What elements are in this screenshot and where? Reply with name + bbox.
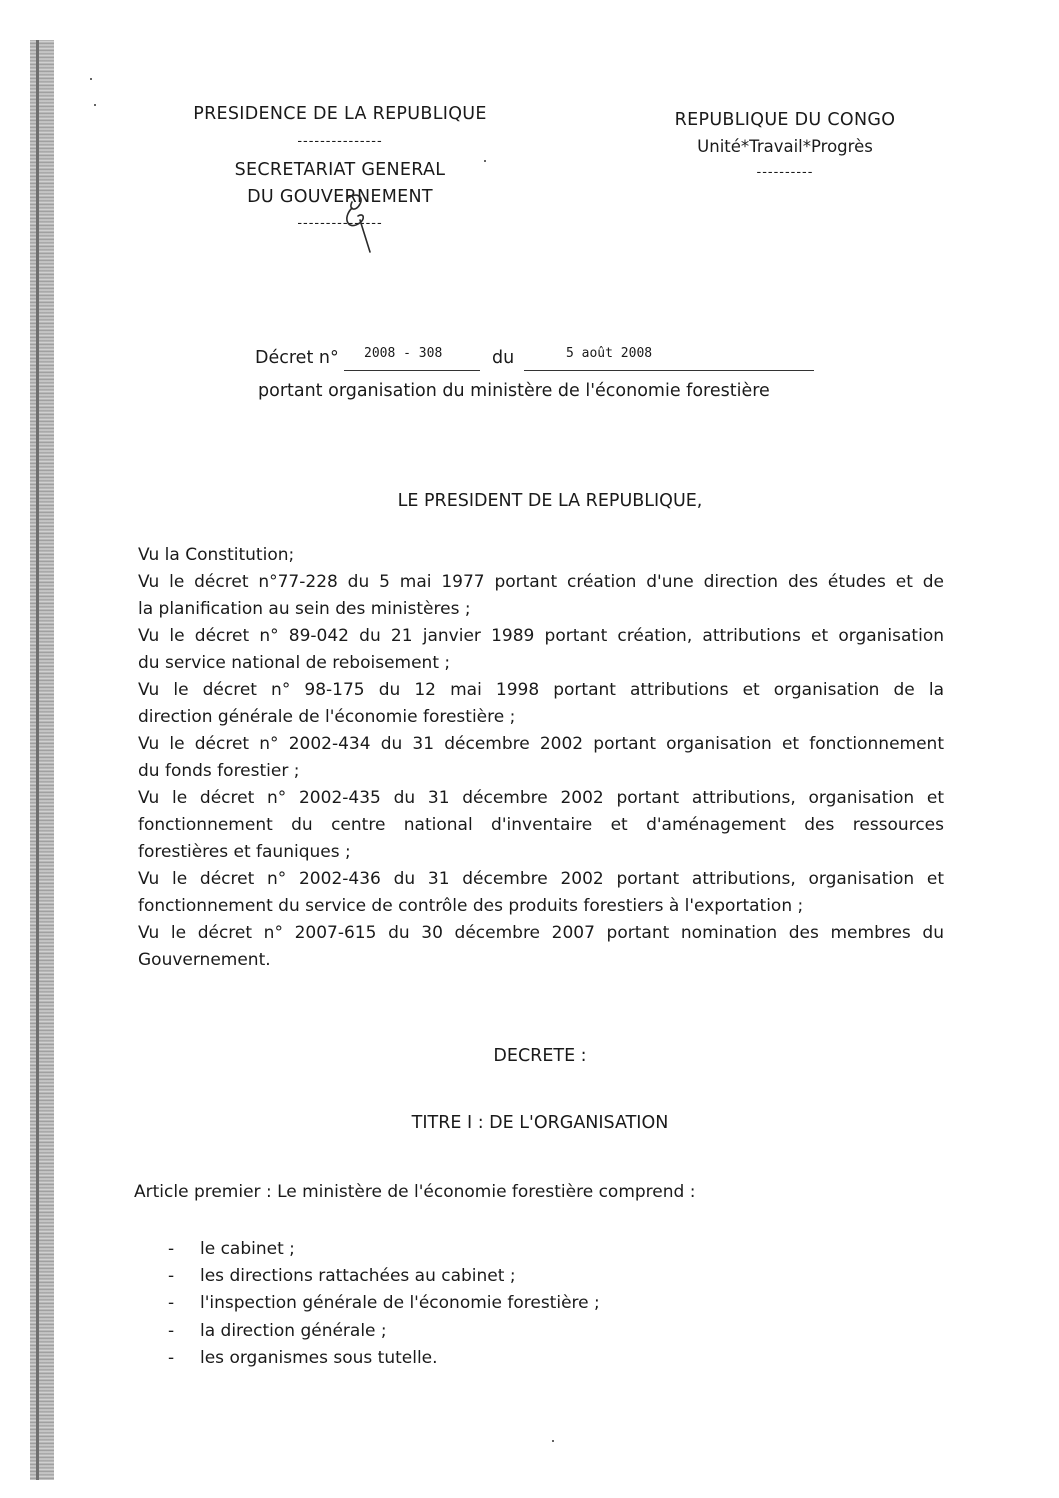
- decree-subject: portant organisation du ministère de l'économie forestière: [258, 381, 770, 401]
- list-item: [168, 1318, 600, 1345]
- decree-date: 5 août 2008: [566, 346, 653, 361]
- bullet-dash: -: [168, 1347, 175, 1368]
- list-item: [168, 1290, 600, 1317]
- scan-edge-artifact: [30, 40, 54, 1480]
- decrete-heading: DECRETE :: [493, 1046, 587, 1066]
- visas-block: [138, 542, 944, 974]
- visa-6-line-1: fonctionnement du service de contrôle des produits forestiers à l'exportation ;: [138, 896, 804, 916]
- list-item-text: les organismes sous tutelle.: [200, 1347, 438, 1368]
- visa-7-line-1: Gouvernement.: [138, 950, 271, 970]
- article-premier: Article premier : Le ministère de l'économie forestière comprend :: [134, 1182, 696, 1202]
- visa-3-line-0: Vu le décret n° 98-175 du 12 mai 1998 portant attributions et organisation de la: [138, 680, 944, 700]
- decree-number: 2008 - 308: [364, 346, 443, 361]
- decree-date-underline: [524, 370, 814, 371]
- list-item-text: la direction générale ;: [200, 1320, 387, 1341]
- header-republique: REPUBLIQUE DU CONGO: [674, 110, 896, 130]
- header-presidence: PRESIDENCE DE LA REPUBLIQUE: [193, 104, 487, 124]
- visa-1-line-1: la planification au sein des ministères ;: [138, 599, 471, 619]
- visa-2-line-0: Vu le décret n° 89-042 du 21 janvier 1989 portant création, attributions et organisation: [138, 626, 944, 646]
- visa-1-line-0: Vu le décret n°77-228 du 5 mai 1977 portant création d'une direction des études et de: [138, 572, 944, 592]
- list-item-text: l'inspection générale de l'économie forestière ;: [200, 1293, 600, 1314]
- header-left-separator-1: ---------------: [297, 134, 383, 149]
- decree-number-underline: [344, 370, 480, 371]
- list-item: [168, 1236, 600, 1263]
- list-item-text: le cabinet ;: [200, 1239, 295, 1259]
- bullet-dash: -: [168, 1239, 175, 1259]
- scan-speck: [552, 1440, 554, 1442]
- list-item: [168, 1263, 600, 1290]
- list-item: [168, 1345, 600, 1372]
- visa-5-line-0: Vu le décret n° 2002-435 du 31 décembre 2002 portant attributions, organisation et: [138, 788, 944, 808]
- visa-7-line-0: Vu le décret n° 2007-615 du 30 décembre 2007 portant nomination des membres du: [138, 923, 944, 943]
- visa-6-line-0: Vu le décret n° 2002-436 du 31 décembre 2002 portant attributions, organisation et: [138, 869, 944, 889]
- header-gouvernement: DU GOUVERNEMENT: [247, 187, 433, 207]
- header-motto: Unité*Travail*Progrès: [697, 137, 873, 156]
- visa-5-line-2: forestières et fauniques ;: [138, 842, 351, 862]
- bullet-dash: -: [168, 1266, 175, 1287]
- visa-0-line-0: Vu la Constitution;: [138, 545, 295, 565]
- president-heading: LE PRESIDENT DE LA REPUBLIQUE,: [397, 491, 703, 511]
- scan-speck: [484, 160, 486, 162]
- titre-heading: TITRE I : DE L'ORGANISATION: [411, 1113, 669, 1133]
- decree-du-label: du: [492, 348, 515, 368]
- header-secretariat: SECRETARIAT GENERAL: [234, 160, 446, 180]
- header-left-separator-2: ---------------: [297, 216, 383, 231]
- bullet-dash: -: [168, 1293, 175, 1314]
- components-list: [168, 1236, 600, 1372]
- decree-label: Décret n°: [255, 348, 339, 368]
- scan-speck: [94, 104, 96, 106]
- visa-5-line-1: fonctionnement du centre national d'inventaire et d'aménagement des ressources: [138, 815, 944, 835]
- visa-4-line-0: Vu le décret n° 2002-434 du 31 décembre 2002 portant organisation et fonctionnement: [138, 734, 944, 754]
- visa-4-line-1: du fonds forestier ;: [138, 761, 300, 781]
- header-right-separator: ----------: [756, 165, 814, 180]
- handwritten-initials-mark: [330, 190, 390, 260]
- scan-speck: [90, 78, 92, 80]
- visa-2-line-1: du service national de reboisement ;: [138, 653, 451, 673]
- bullet-dash: -: [168, 1320, 175, 1341]
- list-item-text: les directions rattachées au cabinet ;: [200, 1266, 516, 1287]
- visa-3-line-1: direction générale de l'économie forestière ;: [138, 707, 516, 727]
